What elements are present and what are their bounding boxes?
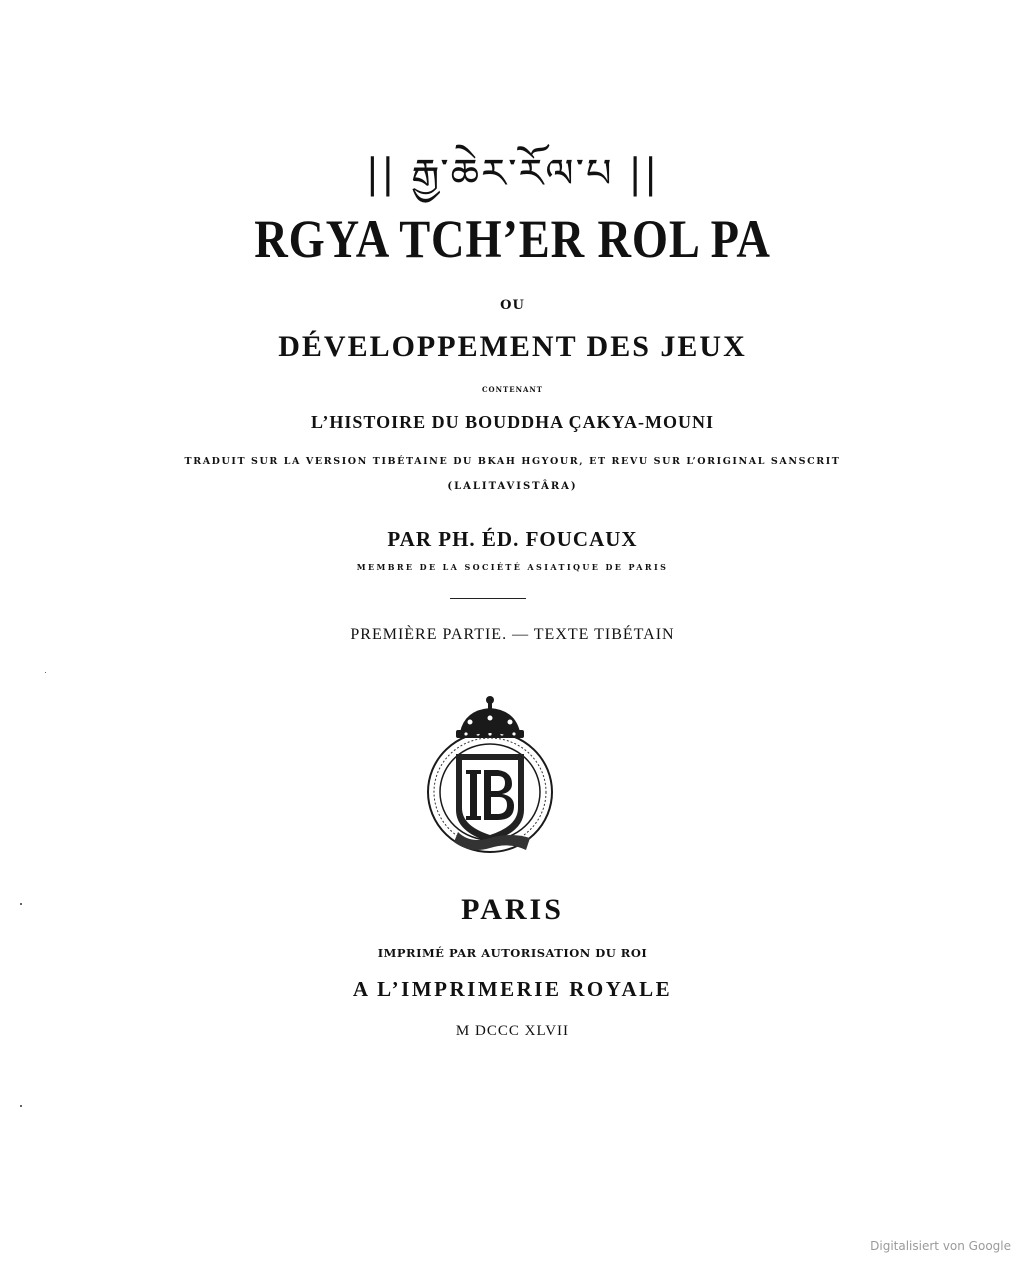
imprint-year: M DCCC XLVII (455, 1023, 570, 1039)
author-line: PAR PH. ÉD. FOUCAUX (387, 527, 638, 551)
divider-rule (450, 598, 526, 599)
histoire-line: L’HISTOIRE DU BOUDDHA ÇAKYA-MOUNI (311, 412, 714, 432)
tibetan-title: || རྒྱ་ཆེར་རོལ་པ || (365, 151, 660, 197)
imprint-authorization: IMPRIMÉ PAR AUTORISATION DU ROI (377, 946, 648, 960)
title-connector: OU (500, 298, 525, 313)
imprint-printer: A L’IMPRIMERIE ROYALE (352, 977, 673, 1001)
contenant-label: CONTENANT (481, 385, 544, 394)
digitization-watermark: Digitalisiert von Google (870, 1239, 1011, 1253)
scan-speck (20, 1105, 22, 1107)
author-affiliation: MEMBRE DE LA SOCIÉTÉ ASIATIQUE DE PARIS (356, 562, 669, 572)
scan-speck (45, 672, 46, 673)
part-line: PREMIÈRE PARTIE. — TEXTE TIBÉTAIN (350, 626, 675, 643)
subtitle: DÉVELOPPEMENT DES JEUX (278, 330, 747, 363)
translation-note: TRADUIT SUR LA VERSION TIBÉTAINE DU BKAH HGYOUR, ET REVU SUR L’ORIGINAL SANSCRIT (184, 456, 841, 467)
imprint-city: PARIS (461, 893, 564, 926)
main-title: RGYA TCH’ER ROL PA (254, 209, 771, 269)
library-stamp-icon (420, 692, 560, 862)
original-title: (LALITAVISTÂRA) (447, 481, 578, 492)
scan-speck (20, 903, 22, 905)
